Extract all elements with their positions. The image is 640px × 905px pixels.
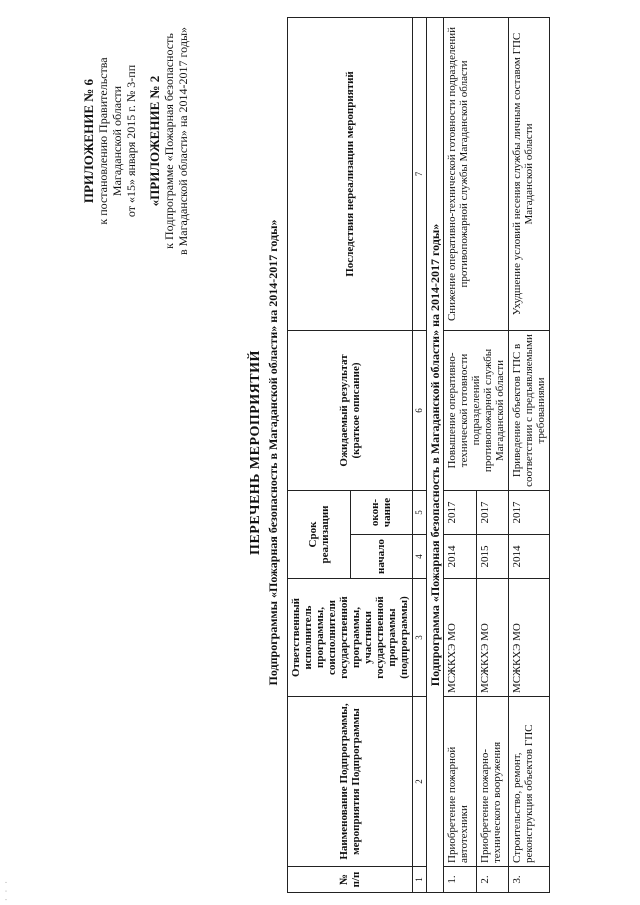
row-start: 2015 — [476, 535, 509, 579]
row-start: 2014 — [444, 535, 477, 579]
subprogram-row — [427, 17, 444, 892]
appendix-title: ПРИЛОЖЕНИЕ № 6 — [81, 78, 96, 204]
header-name: Наименование Подпрограммы, мероприятия Подпрограммы — [288, 697, 413, 867]
row-executor: МСЖКХЭ МО — [444, 579, 477, 697]
row-end: 2017 — [476, 490, 509, 534]
column-number: 5 — [413, 490, 427, 534]
row-name: Строительство, ремонт, реконструкция объектов ГПС — [509, 697, 550, 867]
header-num: № п/п — [288, 867, 413, 893]
header-result: Ожидаемый результат (краткое описание) — [288, 330, 413, 490]
row-end: 2017 — [509, 490, 550, 534]
header-executor: Ответственный исполнитель программы, соисполнители государственной программы, участники государственной программы (подпрограммы) — [288, 579, 413, 697]
row-executor: МСЖКХЭ МО — [476, 579, 509, 697]
row-start: 2014 — [509, 535, 550, 579]
header-consequences: Последствия нереализации мероприятий — [288, 17, 413, 330]
header-start: начало — [350, 535, 413, 579]
appendix-line: от «15» января 2015 г. № 3-пп — [124, 64, 138, 218]
appendix-line: Магаданской области — [110, 85, 124, 197]
row-consequences: Ухудшение условий несения службы личным составом ГПС Магаданской области — [509, 17, 550, 330]
document-subtitle: Подпрограммы «Пожарная безопасность в Магаданской области» на 2014-2017 годы» — [266, 219, 280, 686]
table-row — [444, 17, 477, 892]
appendix-line-2: к Подпрограмме «Пожарная безопасность — [162, 33, 176, 249]
row-consequences: Снижение оперативно-технической готовности подразделений противопожарной службы Магаданской области — [444, 17, 509, 330]
row-name: Приобретение пожарно-технического вооружения — [476, 697, 509, 867]
subprogram-title: Подпрограмма «Пожарная безопасность в Магаданской области» на 2014-2017 годы» — [427, 17, 444, 892]
table-row — [509, 17, 550, 892]
measures-table — [287, 17, 550, 893]
column-number: 1 — [413, 867, 427, 893]
column-number: 4 — [413, 535, 427, 579]
row-num: 2. — [476, 867, 509, 893]
row-end: 2017 — [444, 490, 477, 534]
column-number-row — [413, 17, 427, 892]
appendix-line: к постановлению Правительства — [96, 57, 110, 225]
row-result: Повышение оперативно-технической готовности подразделений противопожарной службы Магаданской области — [444, 330, 509, 490]
row-result: Приведение объектов ГПС в соответствии с предъявляемыми требованиями — [509, 330, 550, 490]
column-number: 2 — [413, 697, 427, 867]
document-title: ПЕРЕЧЕНЬ МЕРОПРИЯТИЙ — [248, 350, 263, 555]
scan-edge-marks: · · · — [2, 879, 11, 901]
column-number: 6 — [413, 330, 427, 490]
column-number: 7 — [413, 17, 427, 330]
header-term: Срок реализации — [288, 490, 351, 578]
column-number: 3 — [413, 579, 427, 697]
row-num: 3. — [509, 867, 550, 893]
header-end: окон-чание — [350, 490, 413, 534]
appendix-line-2: в Магаданской области» на 2014-2017 годы» — [176, 26, 190, 256]
appendix-title-2: «ПРИЛОЖЕНИЕ № 2 — [147, 75, 162, 207]
row-num: 1. — [444, 867, 477, 893]
row-executor: МСЖКХЭ МО — [509, 579, 550, 697]
row-name: Приобретение пожарной автотехники — [444, 697, 477, 867]
appendix-block — [82, 16, 190, 266]
